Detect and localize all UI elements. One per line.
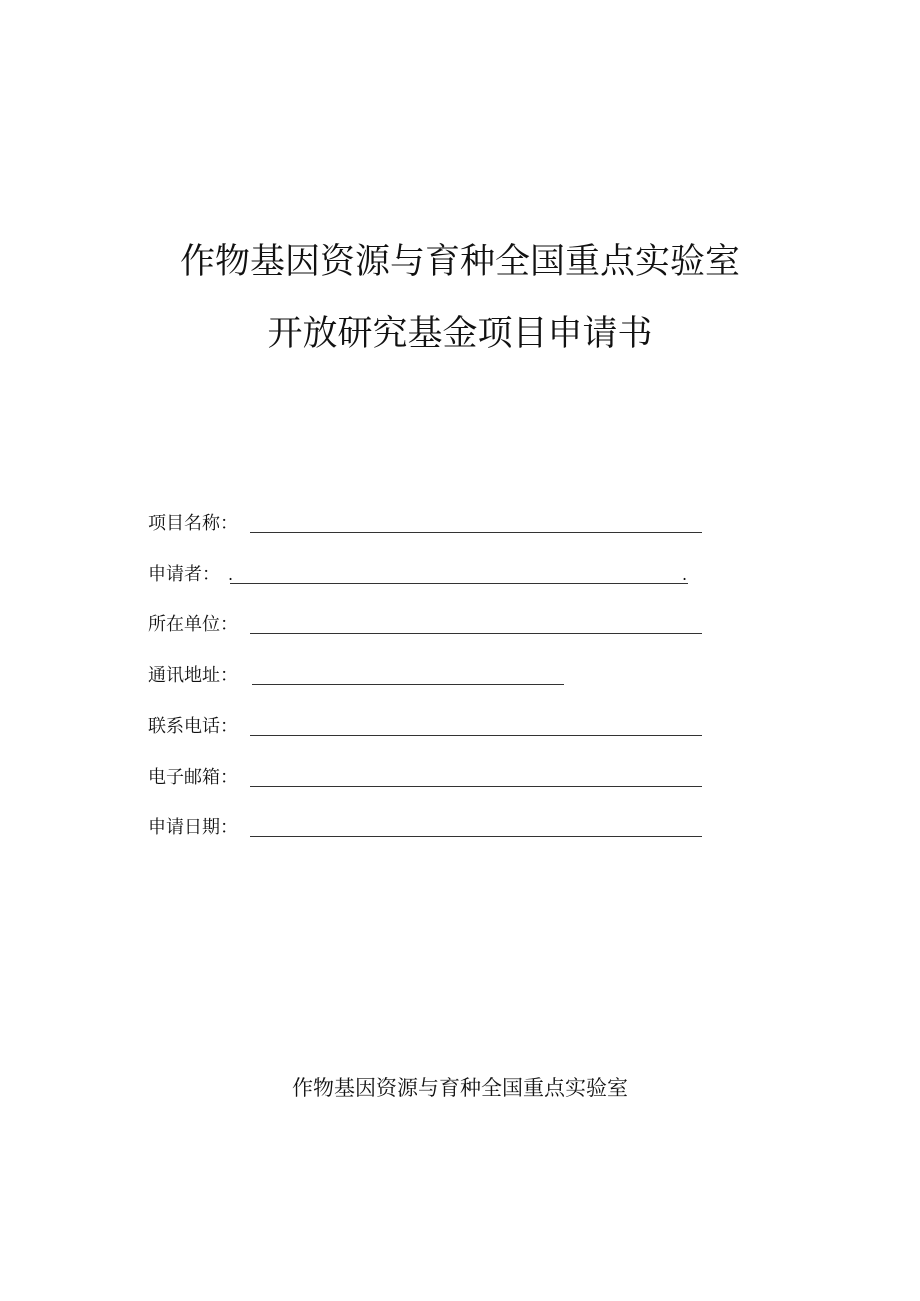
email-input-line[interactable] — [250, 786, 702, 787]
affiliation-field — [148, 612, 748, 642]
mailing-address-input-line[interactable] — [252, 684, 564, 685]
application-date-field — [148, 815, 748, 845]
applicant-field — [148, 562, 748, 592]
phone-label: 联系电话： — [148, 716, 238, 737]
applicant-line-start-mark: . — [228, 565, 234, 584]
mailing-address-field — [148, 663, 748, 693]
affiliation-input-line[interactable] — [250, 633, 702, 634]
affiliation-label: 所在单位： — [148, 614, 238, 635]
applicant-label: 申请者： — [148, 564, 220, 585]
phone-input-line[interactable] — [250, 735, 702, 736]
document-title-line-1: 作物基因资源与育种全国重点实验室 — [179, 242, 740, 282]
document-title-line-2: 开放研究基金项目申请书 — [267, 314, 653, 354]
phone-field — [148, 714, 748, 744]
email-label: 电子邮箱： — [148, 767, 238, 788]
applicant-input-line[interactable] — [230, 583, 688, 584]
project-name-field — [148, 511, 748, 541]
application-date-input-line[interactable] — [250, 836, 702, 837]
applicant-line-end-mark: . — [682, 565, 688, 584]
application-date-label: 申请日期： — [148, 817, 238, 838]
mailing-address-label: 通讯地址： — [148, 665, 238, 686]
project-name-input-line[interactable] — [250, 532, 702, 533]
email-field — [148, 765, 748, 795]
project-name-label: 项目名称： — [148, 513, 238, 534]
footer-institution: 作物基因资源与育种全国重点实验室 — [292, 1076, 628, 1100]
